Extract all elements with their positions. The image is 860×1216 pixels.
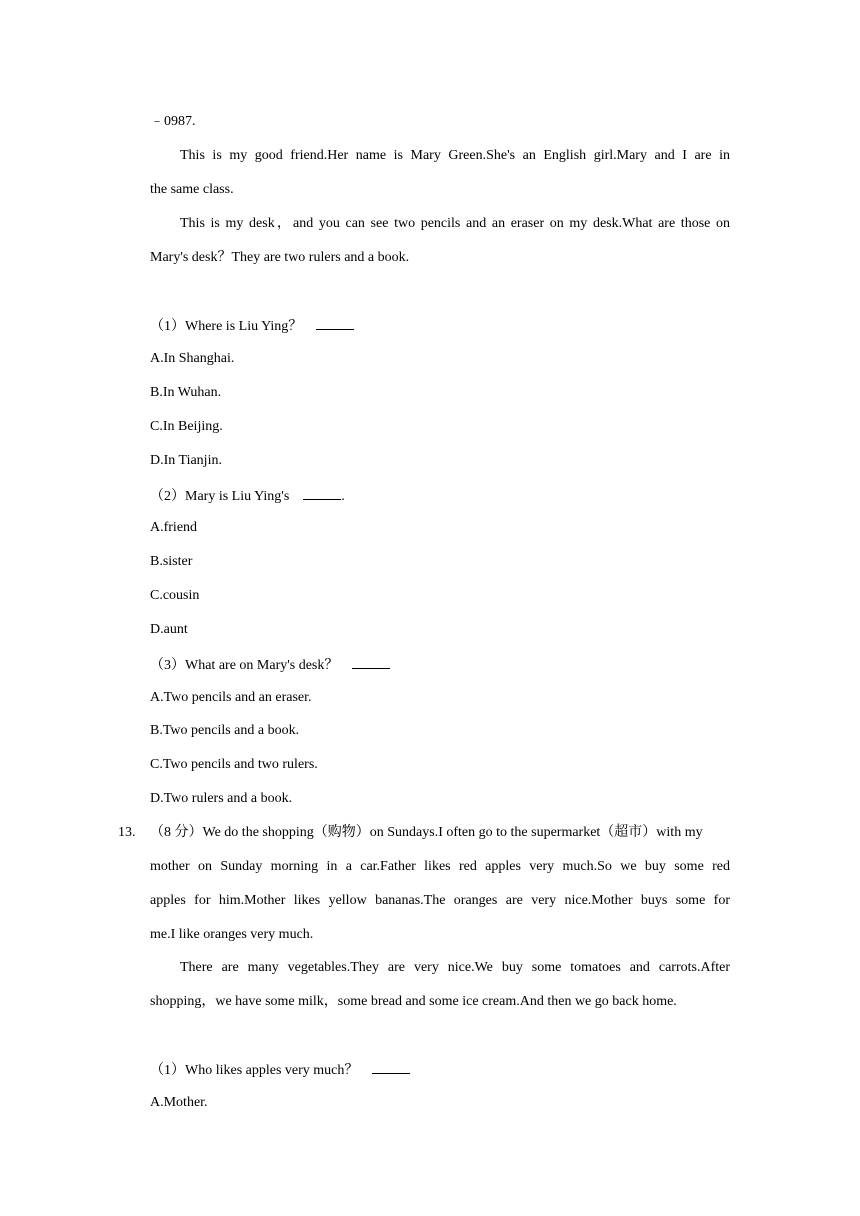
answer-blank — [316, 315, 354, 330]
question-number: 13. — [118, 825, 136, 840]
passage-continuation-line: ﹣0987. — [150, 114, 196, 129]
option-a: A.Two pencils and an eraser. — [150, 690, 312, 705]
option-c: C.Two pencils and two rulers. — [150, 757, 318, 772]
passage-paragraph-line: This is my desk，and you can see two pencils and an eraser on my desk.What are those on — [180, 216, 730, 231]
passage-paragraph-line: （8 分）We do the shopping（购物）on Sundays.I often go to the supermarket（超市）with my — [150, 825, 703, 840]
option-b: B.Two pencils and a book. — [150, 723, 300, 738]
option-d: D.In Tianjin. — [150, 453, 222, 468]
question-text: （3）What are on Mary's desk？ — [150, 658, 339, 673]
option-a: A.Mother. — [150, 1095, 208, 1110]
question-text: （1）Who likes apples very much？ — [150, 1063, 359, 1078]
passage-paragraph-line: mother on Sunday morning in a car.Father likes red apples very much.So we buy some red — [150, 859, 730, 874]
passage-paragraph-line: There are many vegetables.They are very nice.We buy some tomatoes and carrots.After — [180, 960, 730, 975]
passage-paragraph-line: me.I like oranges very much. — [150, 927, 314, 942]
answer-blank — [372, 1059, 410, 1074]
option-a: A.friend — [150, 520, 198, 535]
passage-paragraph-line: This is my good friend.Her name is Mary Green.She's an English girl.Mary and I are in — [180, 148, 730, 163]
question-suffix: . — [341, 489, 345, 504]
question-stem — [150, 1059, 730, 1081]
question-text: （2）Mary is Liu Ying's — [150, 489, 290, 504]
answer-blank — [352, 654, 390, 669]
passage-paragraph-line: apples for him.Mother likes yellow bananas.The oranges are very nice.Mother buys some for — [150, 893, 730, 908]
answer-blank — [303, 485, 341, 500]
passage-paragraph-line: Mary's desk？They are two rulers and a book. — [150, 250, 410, 265]
option-d: D.Two rulers and a book. — [150, 791, 293, 806]
question-stem — [150, 654, 730, 676]
option-b: B.sister — [150, 554, 193, 569]
option-d: D.aunt — [150, 622, 188, 637]
question-13-first-line — [118, 823, 730, 843]
option-c: C.In Beijing. — [150, 419, 223, 434]
option-a: A.In Shanghai. — [150, 351, 235, 366]
passage-paragraph-line: shopping，we have some milk，some bread and some ice cream.And then we go back home. — [150, 994, 677, 1009]
passage-paragraph-line: the same class. — [150, 182, 234, 197]
question-stem — [150, 315, 730, 337]
question-stem — [150, 485, 730, 507]
option-c: C.cousin — [150, 588, 200, 603]
question-text: （1）Where is Liu Ying？ — [150, 319, 303, 334]
option-b: B.In Wuhan. — [150, 385, 222, 400]
